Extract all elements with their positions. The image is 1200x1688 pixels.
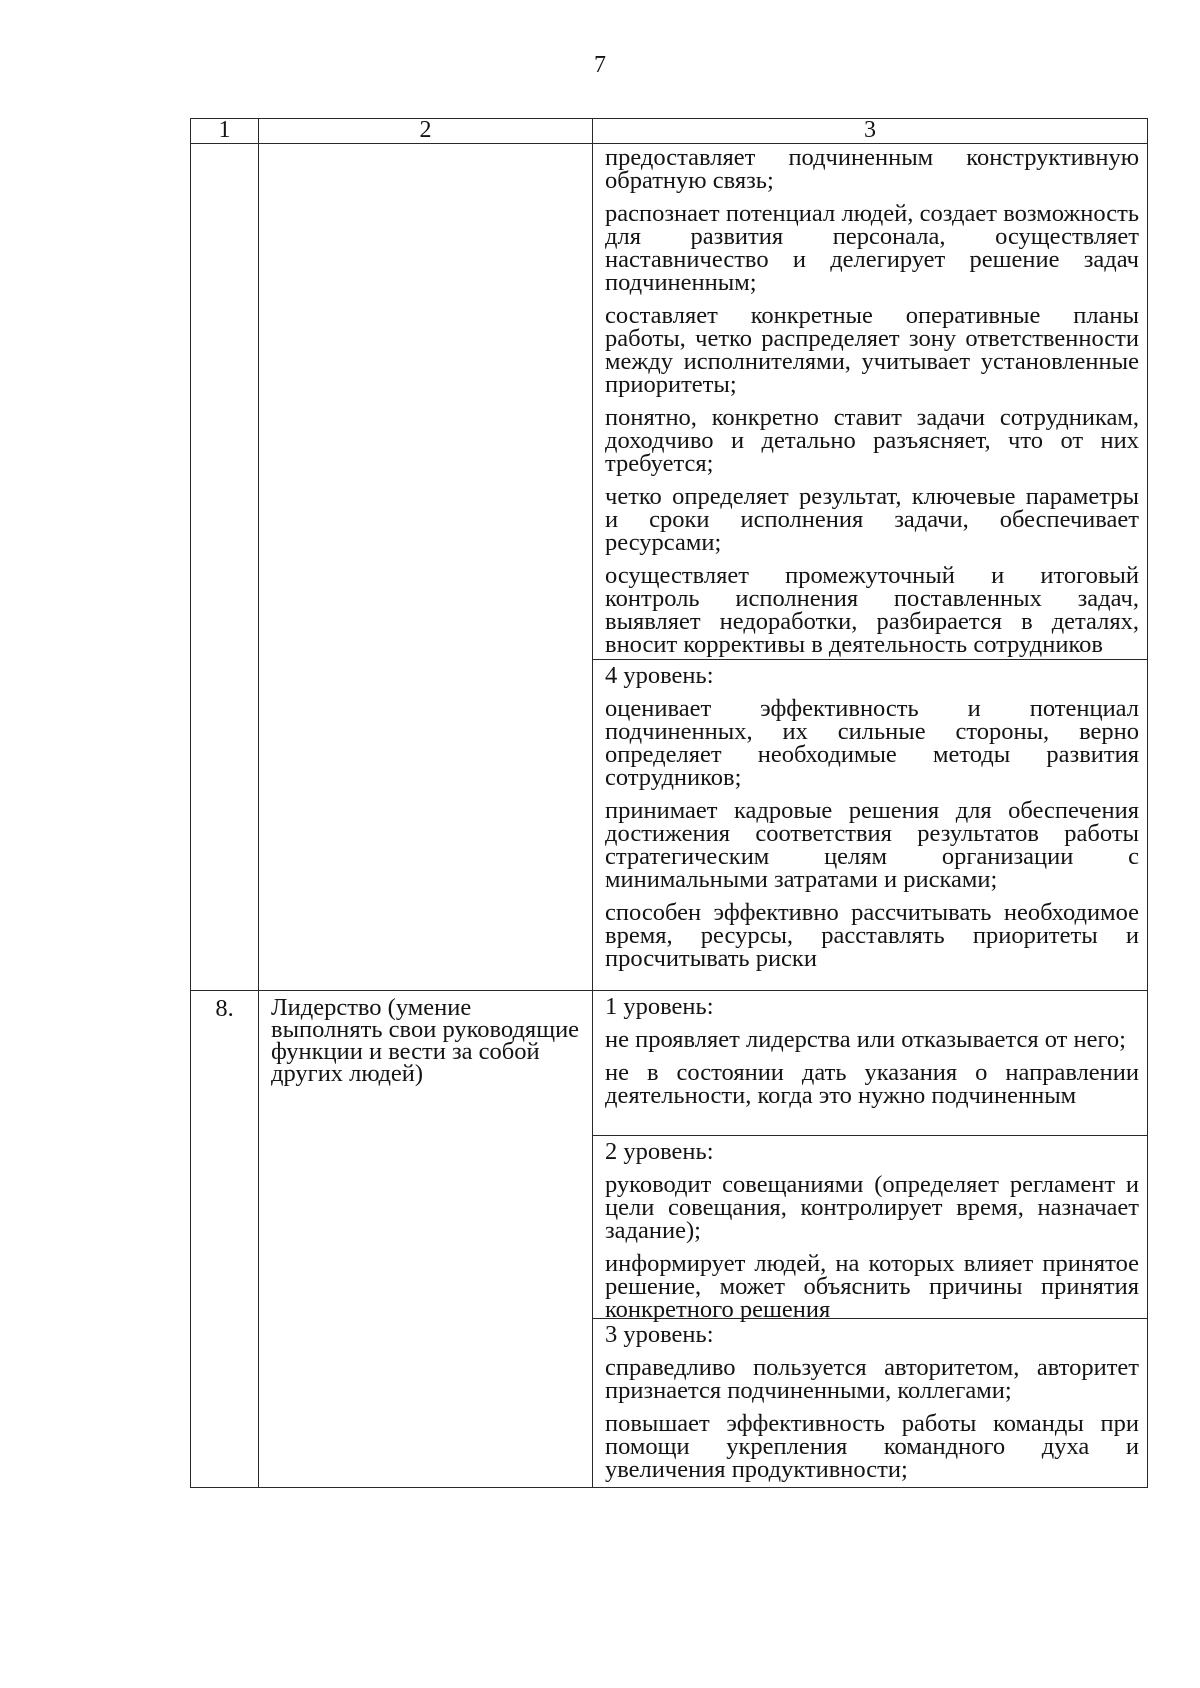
list-item: составляет конкретные оперативные планы работы, четко распределяет зону ответственности между исполнителями, учитывает установленные приоритеты; — [605, 302, 1139, 398]
list-item: предоставляет подчиненным конструктивную обратную связь; — [605, 144, 1139, 194]
level-title: 1 уровень: — [605, 993, 714, 1020]
level-cell — [593, 144, 1148, 660]
list-item: осуществляет промежуточный и итоговый контроль исполнения поставленных задач, выявляет недоработки, разбирается в деталях, вносит коррективы в деятельность сотрудников — [605, 562, 1139, 658]
list-item: повышает эффективность работы команды при помощи укрепления командного духа и увеличения продуктивности; — [605, 1410, 1139, 1483]
competency-name: Лидерство (умение выполнять свои руководящие функции и вести за собой других людей) — [259, 991, 593, 1488]
header-col-3: 3 — [593, 119, 1148, 144]
row-name-cell — [259, 144, 593, 991]
level-title: 4 уровень: — [605, 662, 714, 689]
list-item: не в состоянии дать указания о направлении деятельности, когда это нужно подчиненным — [605, 1059, 1139, 1109]
list-item: информирует людей, на которых влияет принятое решение, может объяснить причины принятия конкретного решения — [605, 1250, 1139, 1323]
level-title: 3 уровень: — [605, 1321, 714, 1348]
list-item: четко определяет результат, ключевые параметры и сроки исполнения задачи, обеспечивает ресурсами; — [605, 483, 1139, 556]
level-cell — [593, 1319, 1148, 1488]
level-cell — [593, 991, 1148, 1136]
header-col-2: 2 — [259, 119, 593, 144]
competency-table — [190, 118, 1148, 1488]
table-row — [191, 144, 1148, 660]
level-cell — [593, 1136, 1148, 1323]
row-number-cell: 8. — [191, 991, 259, 1488]
list-item: способен эффективно рассчитывать необходимое время, ресурсы, расставлять приоритеты и просчитывать риски — [605, 899, 1139, 972]
list-item: справедливо пользуется авторитетом, авторитет признается подчиненными, коллегами; — [605, 1354, 1139, 1404]
list-item: руководит совещаниями (определяет регламент и цели совещания, контролирует время, назначает задание); — [605, 1171, 1139, 1244]
table-header-row — [191, 119, 1148, 144]
list-item: распознает потенциал людей, создает возможность для развития персонала, осуществляет наставничество и делегирует решение задач подчиненным; — [605, 200, 1139, 296]
list-item: не проявляет лидерства или отказывается от него; — [605, 1026, 1126, 1053]
table-row — [191, 991, 1148, 1136]
list-item: оценивает эффективность и потенциал подчиненных, их сильные стороны, верно определяет необходимые методы развития сотрудников; — [605, 695, 1139, 791]
list-item: понятно, конкретно ставит задачи сотрудникам, доходчиво и детально разъясняет, что от них требуется; — [605, 404, 1139, 477]
page-number: 7 — [594, 52, 606, 78]
level-title: 2 уровень: — [605, 1138, 714, 1165]
level-cell — [593, 660, 1148, 991]
header-col-1: 1 — [191, 119, 259, 144]
list-item: принимает кадровые решения для обеспечения достижения соответствия результатов работы стратегическим целям организации с минимальными затратами и рисками; — [605, 797, 1139, 893]
row-number-cell — [191, 144, 259, 991]
